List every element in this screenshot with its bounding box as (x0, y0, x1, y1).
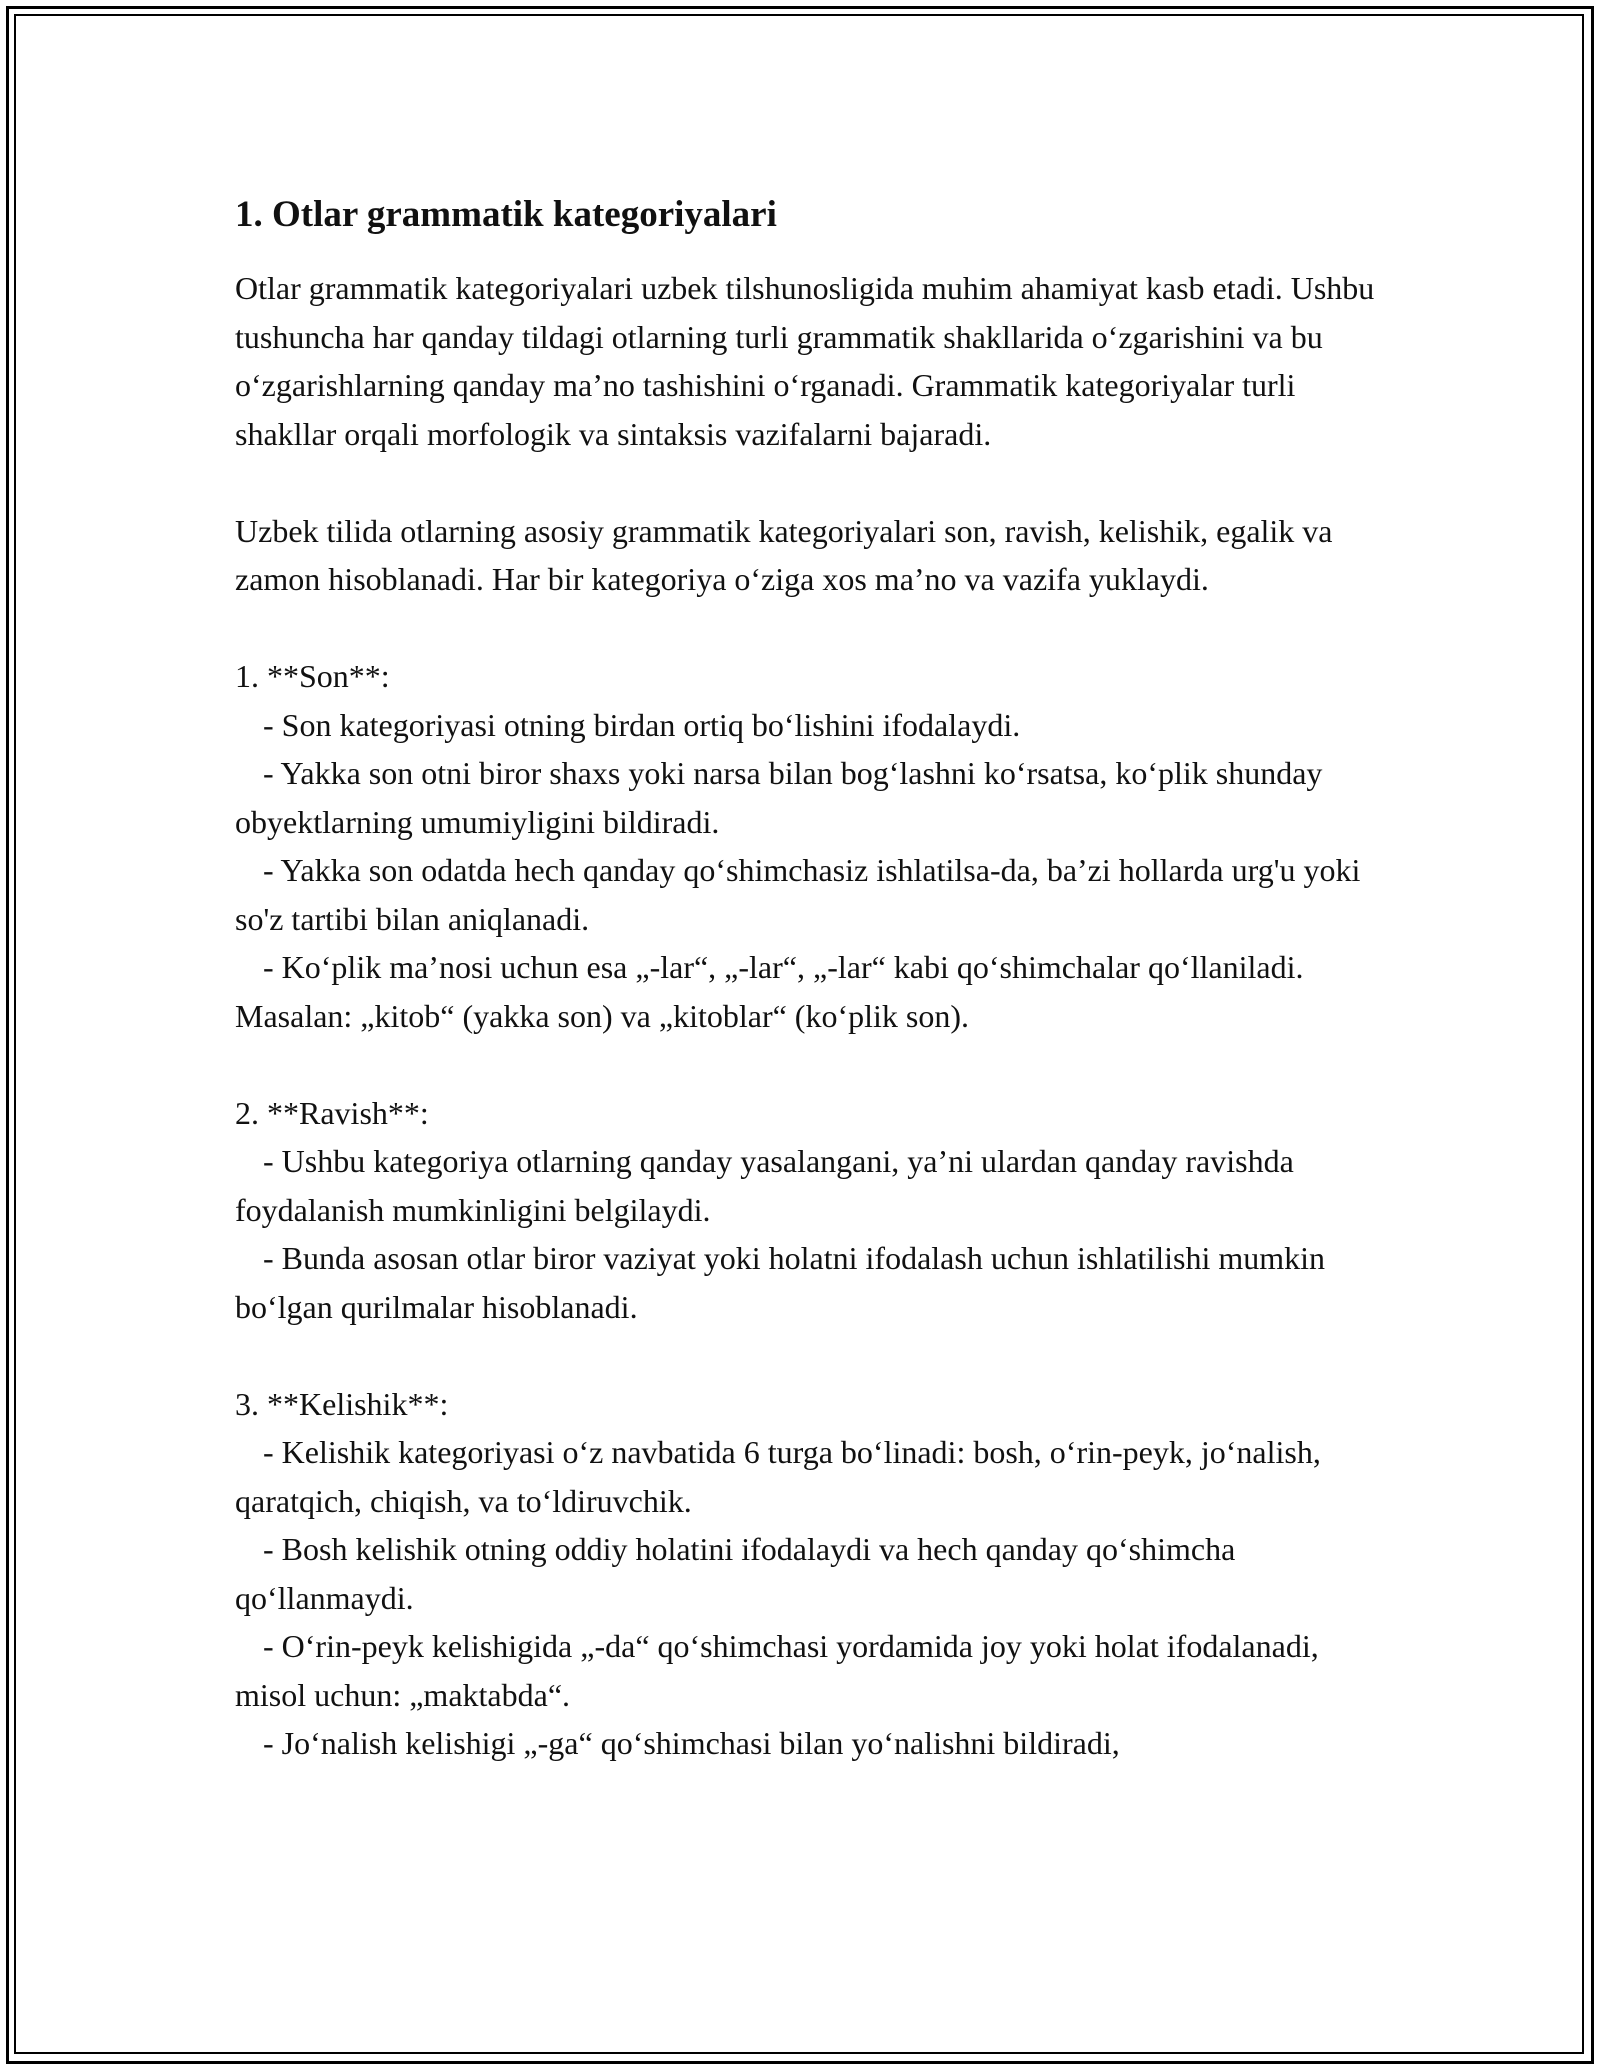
section-heading: 1. **Son**: (235, 658, 390, 694)
list-item: - Ko‘plik ma’nosi uchun esa „-lar“, „-lar“, „-lar“ kabi qo‘shimchalar qo‘llaniladi. Masalan: „kitob“ (yakka son) va „kitoblar“ (ko‘plik son). (235, 949, 1312, 1034)
list-item: - O‘rin-peyk kelishigida „-da“ qo‘shimchasi yordamida joy yoki holat ifodalanadi, misol uchun: „maktabda“. (235, 1628, 1327, 1713)
section-ravish (235, 1089, 1380, 1332)
section-kelishik (235, 1380, 1380, 1768)
list-item: - Jo‘nalish kelishigi „-ga“ qo‘shimchasi bilan yo‘nalishni bildiradi, (263, 1725, 1120, 1761)
list-item: - Yakka son odatda hech qanday qo‘shimchasiz ishlatilsa-da, ba’zi hollarda urg'u yoki so'z tartibi bilan aniqlanadi. (235, 852, 1369, 937)
list-item: - Ushbu kategoriya otlarning qanday yasalangani, ya’ni ulardan qanday ravishda foydalanish mumkinligini belgilaydi. (235, 1143, 1302, 1228)
paragraph-gap (235, 1040, 1380, 1089)
paragraph-gap (235, 1331, 1380, 1380)
intro-paragraph-1: Otlar grammatik kategoriyalari uzbek tilshunosligida muhim ahamiyat kasb etadi. Ushbu tushuncha har qanday tildagi otlarning turli grammatik shakllarida o‘zgarishini va bu o‘zgarishlarning qanday ma’no tashishini o‘rganadi. Grammatik kategoriyalar turli shakllar orqali morfologik va sintaksis vazifalarni bajaradi. (235, 270, 1383, 452)
section-son (235, 652, 1380, 1040)
document-title: 1. Otlar grammatik kategoriyalari (235, 194, 777, 235)
list-item: - Bosh kelishik otning oddiy holatini ifodalaydi va hech qanday qo‘shimcha qo‘llanmaydi. (235, 1531, 1244, 1616)
list-item: - Yakka son otni biror shaxs yoki narsa bilan bog‘lashni ko‘rsatsa, ko‘plik shunday obyektlarning umumiyligini bildiradi. (235, 755, 1331, 840)
list-item: - Bunda asosan otlar biror vaziyat yoki holatni ifodalash uchun ishlatilishi mumkin bo‘lgan qurilmalar hisoblanadi. (235, 1240, 1334, 1325)
list-item: - Son kategoriyasi otning birdan ortiq bo‘lishini ifodalaydi. (263, 706, 1021, 743)
list-item: - Kelishik kategoriyasi o‘z navbatida 6 turga bo‘linadi: bosh, o‘rin-peyk, jo‘nalish, qaratqich, chiqish, va to‘ldiruvchik. (235, 1434, 1329, 1519)
intro-paragraph-2: Uzbek tilida otlarning asosiy grammatik kategoriyalari son, ravish, kelishik, egalik va zamon hisoblanadi. Har bir kategoriya o‘ziga xos ma’no va vazifa yuklaydi. (235, 512, 1341, 597)
section-heading: 3. **Kelishik**: (235, 1385, 449, 1422)
document-body (235, 190, 1383, 1768)
section-heading: 2. **Ravish**: (235, 1094, 429, 1131)
paragraph-gap (235, 604, 1380, 653)
paragraph-gap (235, 458, 1380, 507)
